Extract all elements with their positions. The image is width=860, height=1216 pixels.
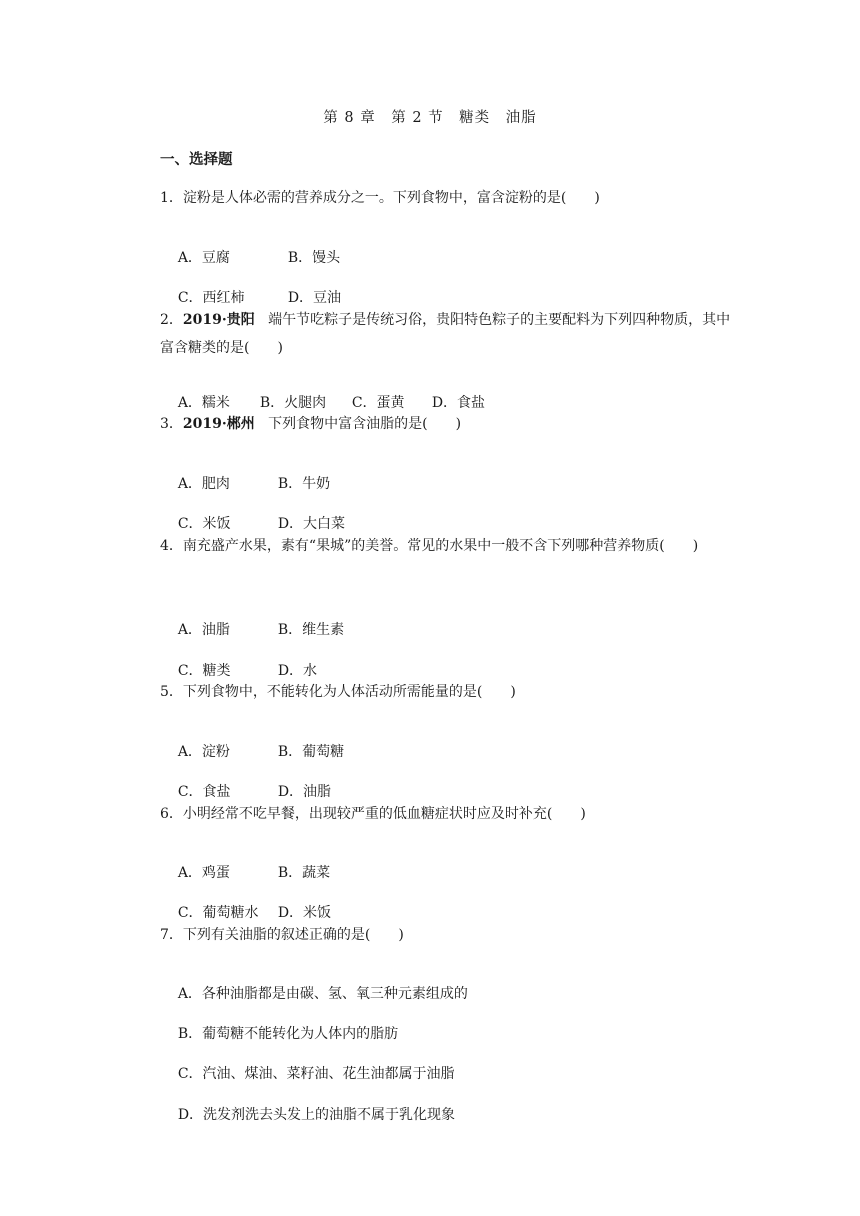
option-a: A．油脂: [177, 622, 230, 638]
question-number: 3．: [160, 416, 183, 432]
options-row: [160, 1088, 455, 1140]
option-a: A．各种油脂都是由碳、氢、氧三种元素组成的: [177, 986, 468, 1002]
option-d: D．米饭: [277, 905, 332, 921]
option-a: A．鸡蛋: [177, 865, 230, 881]
option-b: B．火腿肉: [259, 395, 327, 411]
question-6: [160, 800, 740, 828]
question-stem: 端午节吃粽子是传统习俗，贵阳特色粽子的主要配料为下列四种物质，其中富含糖类的是( ): [160, 312, 731, 356]
page-title: 第 8 章 第 2 节 糖类 油脂: [323, 110, 537, 126]
option-b: B．馒头: [287, 250, 341, 266]
option-d: D．洗发剂洗去头发上的油脂不属于乳化现象: [177, 1107, 456, 1123]
option-c: C．汽油、煤油、菜籽油、花生油都属于油脂: [177, 1066, 455, 1082]
option-c: C．糖类: [177, 663, 231, 679]
option-d: D．大白菜: [277, 516, 346, 532]
option-b: B．蔬菜: [277, 865, 331, 881]
option-b: B．维生素: [277, 622, 345, 638]
question-stem: 南充盛产水果，素有“果城”的美誉。常见的水果中一般不含下列哪种营养物质( ): [182, 538, 699, 554]
question-stem: 淀粉是人体必需的营养成分之一。下列食物中，富含淀粉的是( ): [182, 190, 600, 206]
option-d: D．水: [277, 663, 318, 679]
question-stem: 下列有关油脂的叙述正确的是( ): [182, 927, 404, 943]
option-c: C．食盐: [177, 784, 231, 800]
question-number: 6．: [160, 806, 183, 822]
option-c: C．葡萄糖水: [177, 905, 259, 921]
option-d: D．食盐: [431, 395, 486, 411]
question-stem: 小明经常不吃早餐，出现较严重的低血糖症状时应及时补充( ): [182, 806, 586, 822]
option-a: A．糯米: [177, 395, 230, 411]
option-d: D．豆油: [287, 290, 342, 306]
option-d: D．油脂: [277, 784, 332, 800]
option-c: C．米饭: [177, 516, 231, 532]
question-number: 5．: [160, 684, 183, 700]
section-heading: 一、选择题: [160, 151, 233, 168]
option-b: B．牛奶: [277, 476, 331, 492]
question-5: [160, 678, 740, 706]
option-b: B．葡萄糖: [277, 744, 345, 760]
option-c: C．蛋黄: [351, 395, 405, 411]
option-a: A．肥肉: [177, 476, 230, 492]
option-a: A．淀粉: [177, 744, 230, 760]
question-source-tag: 2019·贵阳: [182, 312, 255, 328]
question-2: [160, 306, 740, 362]
question-4: [160, 532, 740, 560]
question-stem: 下列食物中富含油脂的是( ): [268, 416, 462, 432]
question-number: 2．: [160, 312, 183, 328]
option-a: A．豆腐: [177, 250, 230, 266]
question-number: 4．: [160, 538, 183, 554]
question-stem: 下列食物中，不能转化为人体活动所需能量的是( ): [182, 684, 516, 700]
option-b: B．葡萄糖不能转化为人体内的脂肪: [177, 1026, 399, 1042]
question-source-tag: 2019·郴州: [182, 416, 255, 432]
option-c: C．西红柿: [177, 290, 245, 306]
question-1: [160, 184, 740, 212]
question-number: 7．: [160, 927, 183, 943]
question-number: 1．: [160, 190, 183, 206]
question-3: [160, 410, 740, 438]
question-7: [160, 921, 740, 949]
